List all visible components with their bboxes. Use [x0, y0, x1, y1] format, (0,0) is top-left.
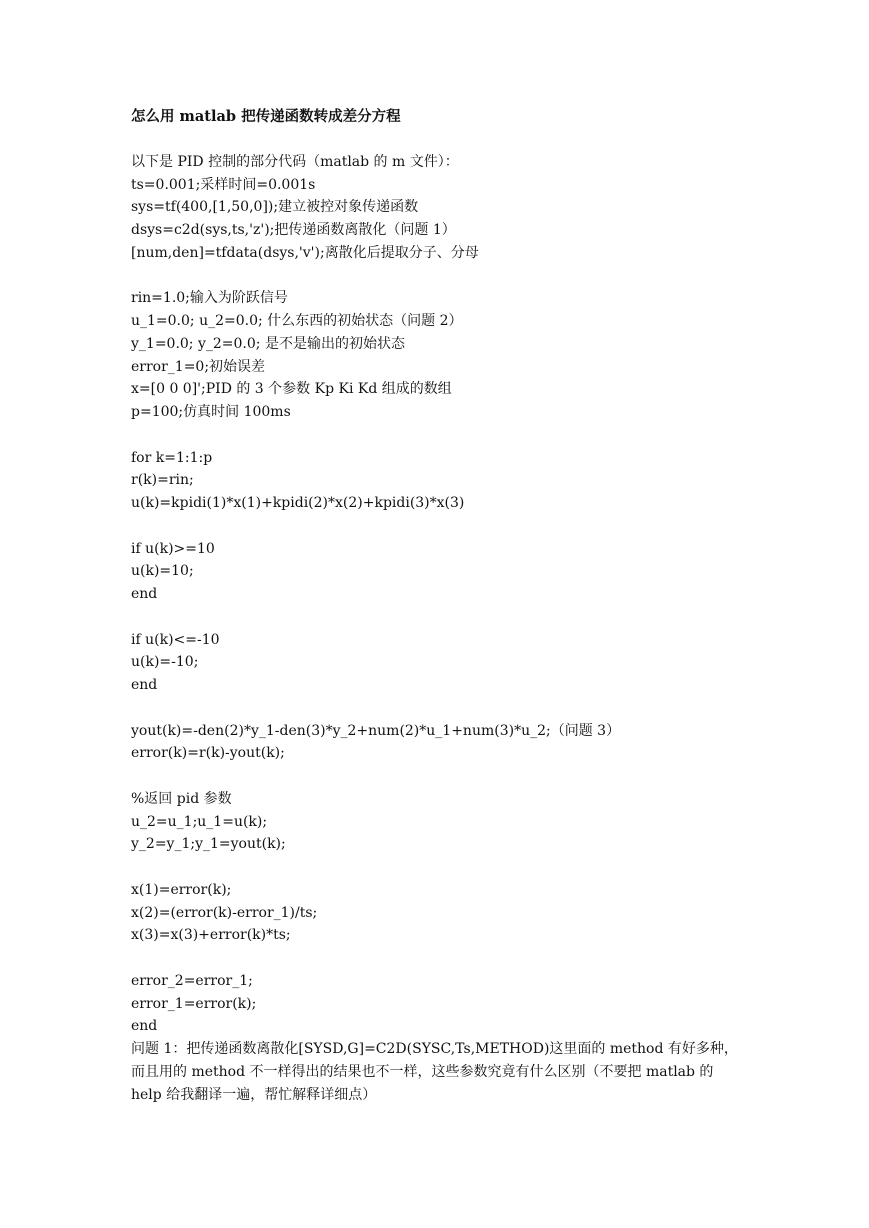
blank-line	[131, 765, 751, 788]
text-line: error_2=error_1;	[131, 972, 253, 989]
text-line: u(k)=-10;	[131, 654, 199, 671]
blank-line	[131, 856, 751, 879]
text-line: 以下是 PID 控制的部分代码（matlab 的 m 文件）：	[131, 153, 459, 170]
text-line: 而且用的 method 不一样得出的结果也不一样，这些参数究竟有什么区别（不要把 matlab 的	[131, 1063, 714, 1080]
text-line: x=[0 0 0]';PID 的 3 个参数 Kp Ki Kd 组成的数组	[131, 381, 452, 398]
text-line: rin=1.0;输入为阶跃信号	[131, 290, 288, 307]
text-line: y_1=0.0; y_2=0.0; 是不是输出的初始状态	[131, 335, 405, 352]
blank-line	[131, 424, 751, 447]
text-line: ts=0.001;采样时间=0.001s	[131, 176, 316, 193]
document-body	[131, 105, 751, 1106]
blank-line	[131, 606, 751, 629]
blank-line	[131, 128, 751, 151]
text-line: r(k)=rin;	[131, 472, 194, 489]
text-line: u(k)=10;	[131, 563, 194, 580]
text-line: [num,den]=tfdata(dsys,'v');离散化后提取分子、分母	[131, 244, 479, 261]
text-line: u_2=u_1;u_1=u(k);	[131, 813, 268, 830]
text-line: sys=tf(400,[1,50,0]);建立被控对象传递函数	[131, 199, 419, 216]
text-line: yout(k)=-den(2)*y_1-den(3)*y_2+num(2)*u_1+num(3)*u_2;（问题 3）	[131, 722, 621, 739]
text-line: if u(k)>=10	[131, 540, 215, 557]
text-line: u(k)=kpidi(1)*x(1)+kpidi(2)*x(2)+kpidi(3)*x(3)	[131, 495, 465, 511]
document-title: 怎么用 matlab 把传递函数转成差分方程	[131, 108, 401, 125]
code-listing	[131, 128, 751, 1106]
text-line: end	[131, 1018, 158, 1035]
text-line: x(2)=(error(k)-error_1)/ts;	[131, 904, 318, 921]
text-line: error(k)=r(k)-yout(k);	[131, 745, 285, 762]
text-line: %返回 pid 参数	[131, 790, 232, 807]
text-line: 问题 1：把传递函数离散化[SYSD,G]=C2D(SYSC,Ts,METHOD)这里面的 method 有好多种，	[131, 1041, 738, 1057]
text-line: if u(k)<=-10	[131, 631, 220, 648]
text-line: u_1=0.0; u_2=0.0; 什么东西的初始状态（问题 2）	[131, 313, 463, 329]
text-line: end	[131, 586, 158, 602]
text-line: dsys=c2d(sys,ts,'z');把传递函数离散化（问题 1）	[131, 222, 456, 238]
text-line: p=100;仿真时间 100ms	[131, 404, 291, 420]
text-line: x(3)=x(3)+error(k)*ts;	[131, 927, 291, 944]
text-line: x(1)=error(k);	[131, 881, 232, 898]
text-line: error_1=0;初始误差	[131, 358, 266, 375]
text-line: end	[131, 677, 158, 693]
blank-line	[131, 947, 751, 970]
blank-line	[131, 697, 751, 720]
text-line: for k=1:1:p	[131, 449, 213, 466]
blank-line	[131, 265, 751, 288]
text-line: error_1=error(k);	[131, 995, 257, 1012]
blank-line	[131, 515, 751, 538]
text-line: help 给我翻译一遍，帮忙解释详细点）	[131, 1086, 377, 1103]
text-line: y_2=y_1;y_1=yout(k);	[131, 836, 286, 853]
